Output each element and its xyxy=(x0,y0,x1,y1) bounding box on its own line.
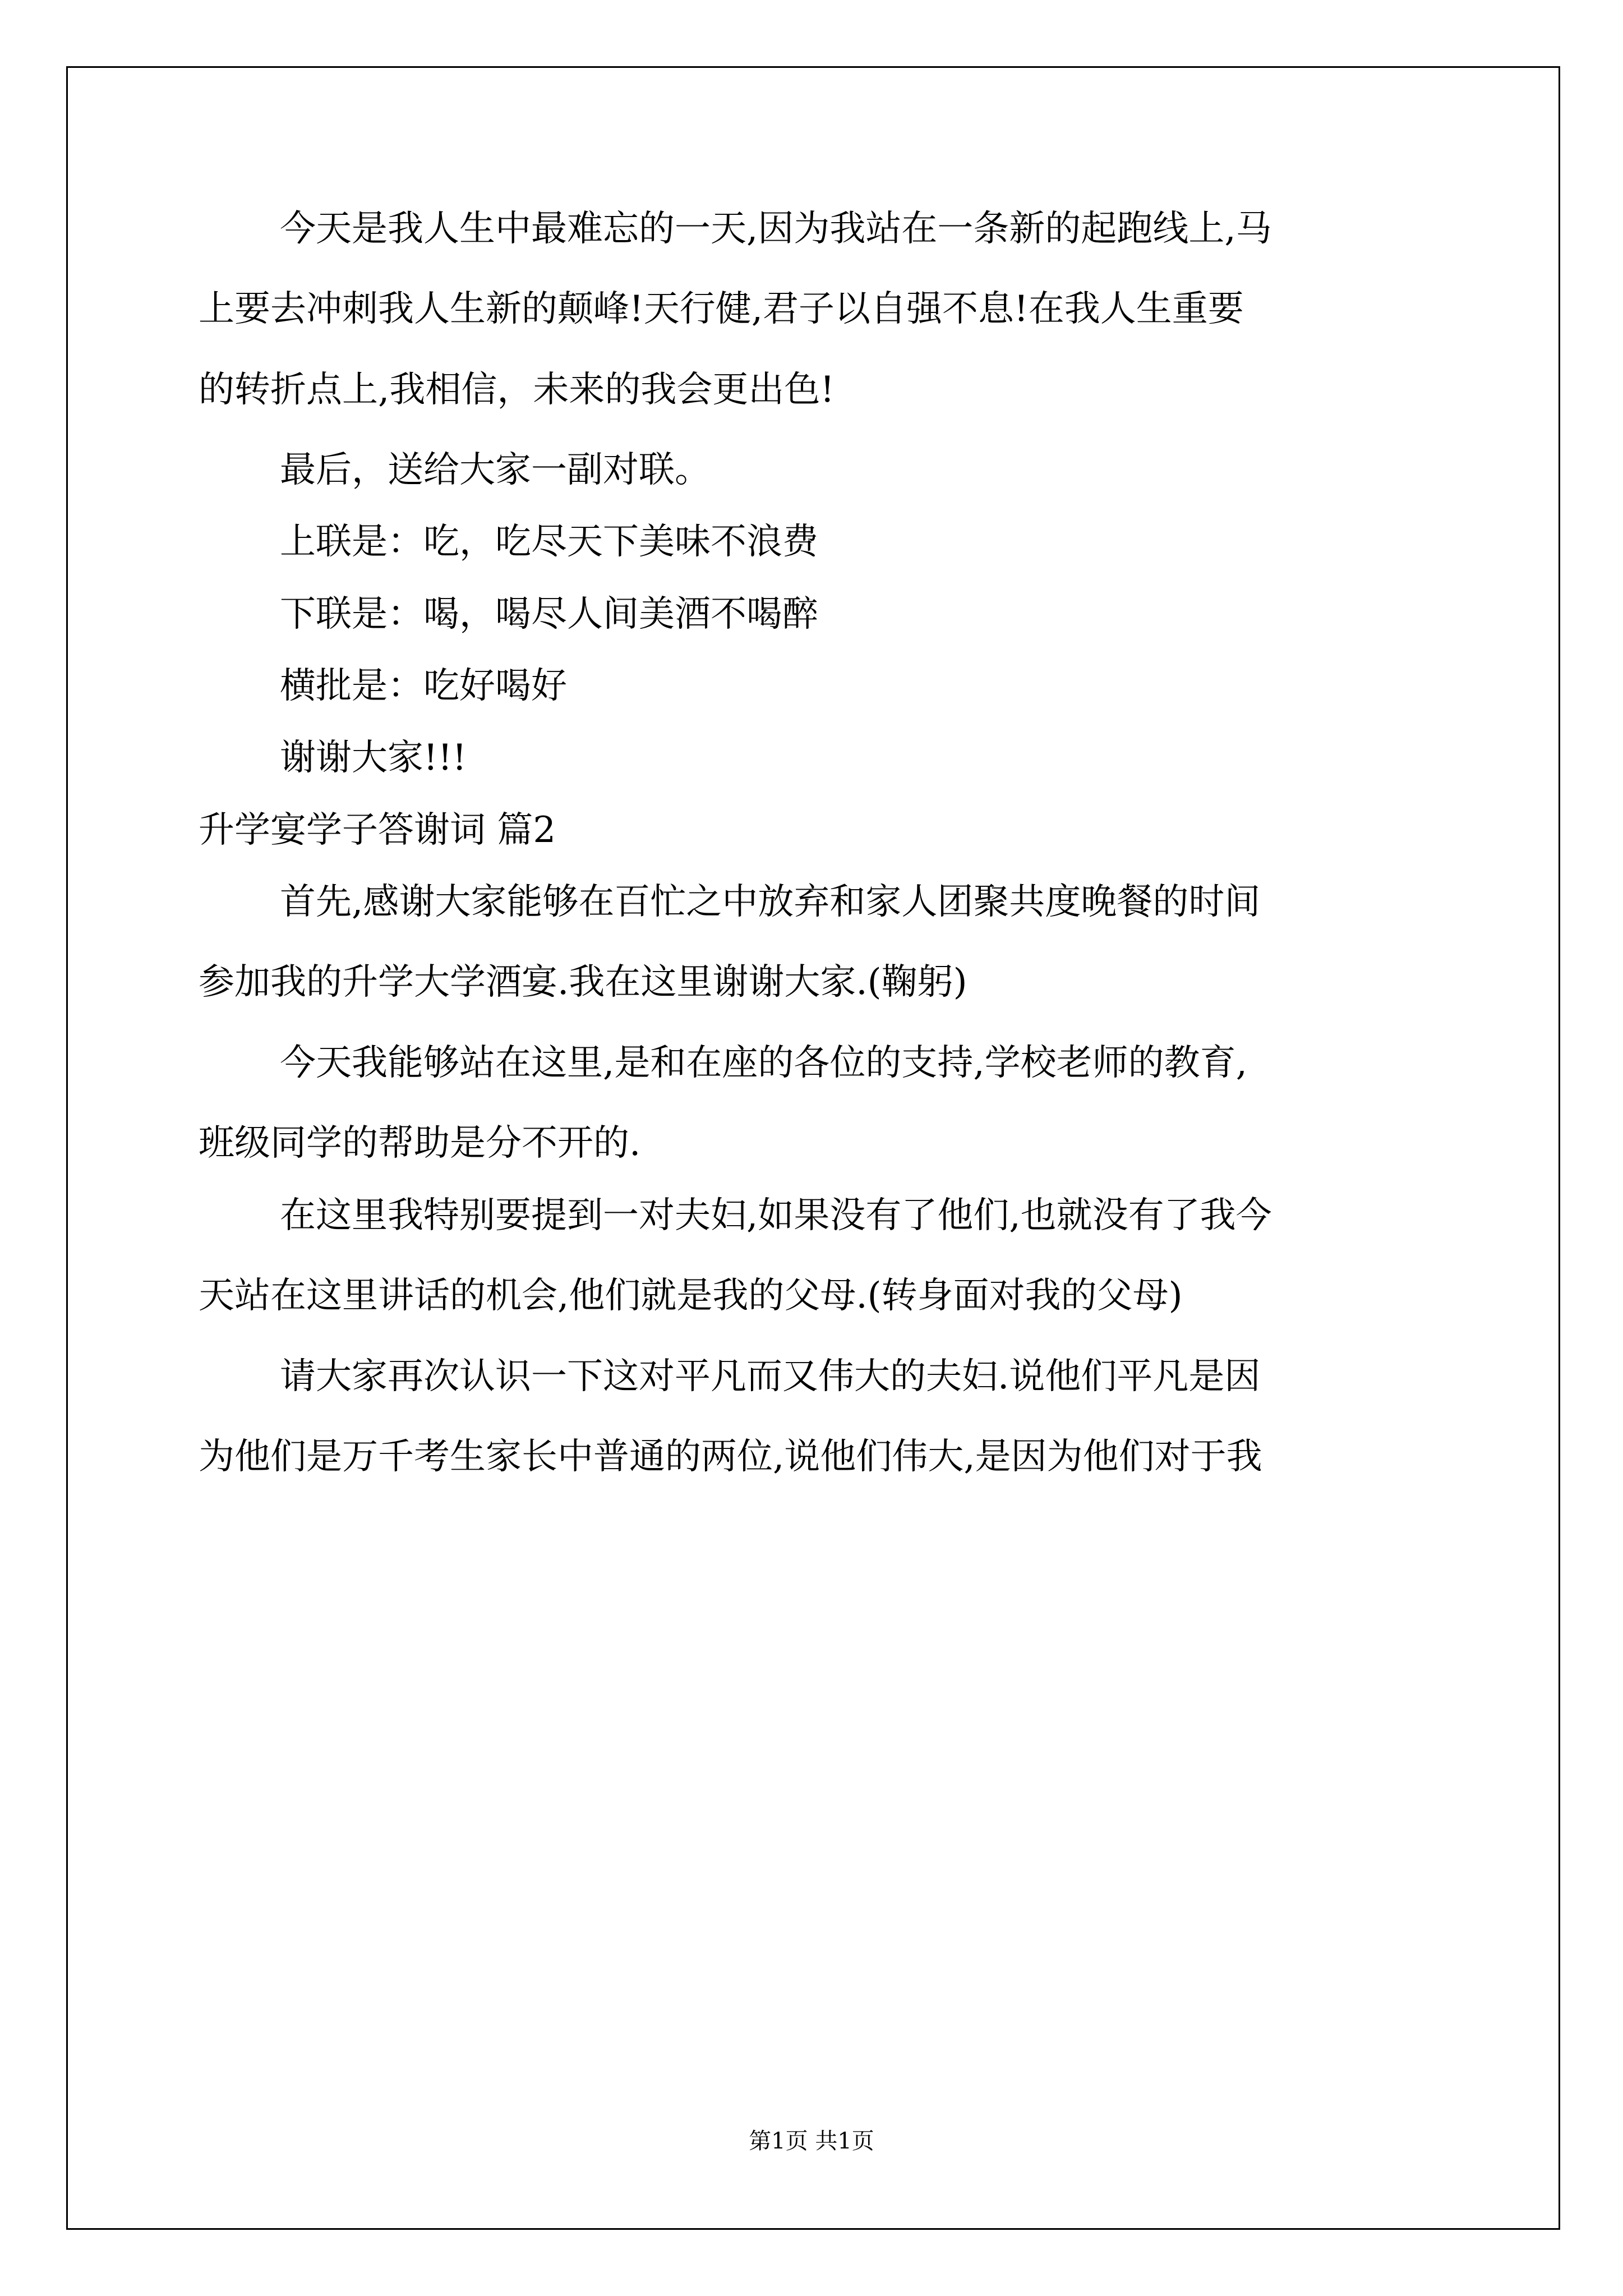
paragraph-line: 谢谢大家!!! xyxy=(280,737,467,779)
paragraph-line: 今天是我人生中最难忘的一天,因为我站在一条新的起跑线上,马 xyxy=(280,208,1272,250)
paragraph-line: 的转折点上,我相信，未来的我会更出色! xyxy=(199,369,835,411)
paragraph-line: 首先,感谢大家能够在百忙之中放弃和家人团聚共度晚餐的时间 xyxy=(280,881,1261,923)
paragraph-line: 请大家再次认识一下这对平凡而又伟大的夫妇.说他们平凡是因 xyxy=(280,1355,1261,1397)
page-footer xyxy=(0,2129,1623,2154)
couplet-banner: 横批是：吃好喝好 xyxy=(280,665,567,707)
couplet-first-line: 上联是：吃，吃尽天下美味不浪费 xyxy=(280,521,818,563)
paragraph-line: 天站在这里讲话的机会,他们就是我的父母.(转身面对我的父母) xyxy=(199,1275,1183,1317)
paragraph-line: 最后，送给大家一副对联。 xyxy=(280,449,711,491)
paragraph-line: 在这里我特别要提到一对夫妇,如果没有了他们,也就没有了我今 xyxy=(280,1194,1272,1236)
paragraph-line: 为他们是万千考生家长中普通的两位,说他们伟大,是因为他们对于我 xyxy=(199,1436,1262,1478)
paragraph-line: 今天我能够站在这里,是和在座的各位的支持,学校老师的教育, xyxy=(280,1042,1248,1084)
paragraph-line: 班级同学的帮助是分不开的. xyxy=(199,1122,641,1165)
paragraph-line: 参加我的升学大学酒宴.我在这里谢谢大家.(鞠躬) xyxy=(199,961,967,1004)
page-number: 第1页 共1页 xyxy=(749,2128,874,2154)
section-heading: 升学宴学子答谢词 篇2 xyxy=(199,809,556,851)
paragraph-line: 上要去冲刺我人生新的颠峰!天行健,君子以自强不息!在我人生重要 xyxy=(199,288,1244,330)
couplet-second-line: 下联是：喝，喝尽人间美酒不喝醉 xyxy=(280,593,818,635)
